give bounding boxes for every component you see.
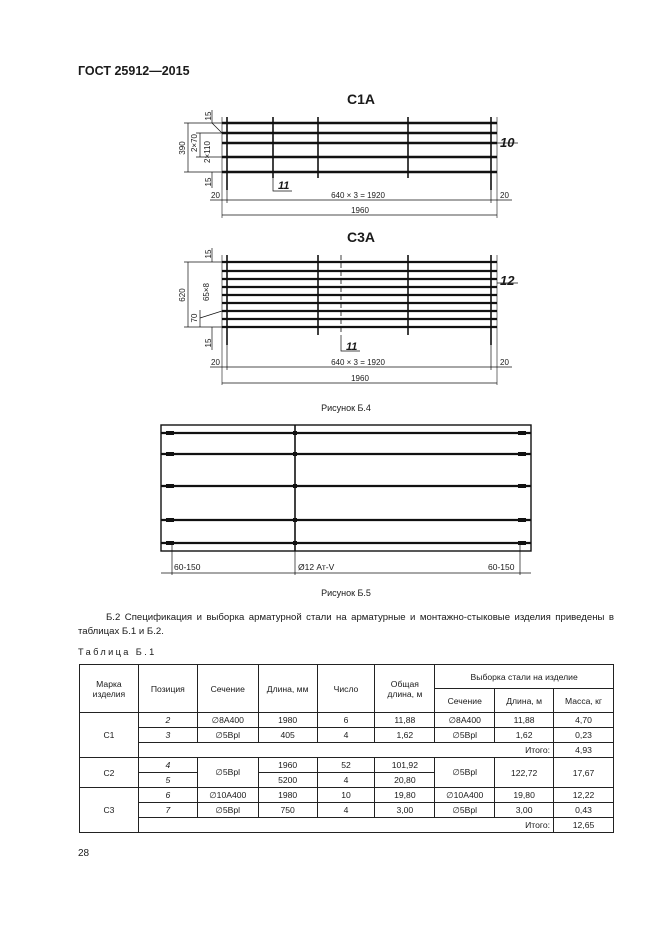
svg-text:20: 20 [500, 191, 509, 200]
mark-c3a: С3А [346, 229, 376, 245]
table-row: 3 ∅5Bpl 405 4 1,62 ∅5Bpl 1,62 0,23 [80, 728, 614, 743]
svg-text:620: 620 [178, 288, 187, 302]
svg-text:Ø12 Ат-V: Ø12 Ат-V [298, 562, 335, 572]
table-b1: Марка изделия Позиция Сечение Длина, мм Число Общая длина, м Выборка стали на изделие Сечение Длина, м Масса, кг С1 2 ∅8А400 1980 6 11,88 ∅8А400 11,88 4,70 3 ∅5Bpl 405 4 1,62 ∅5Bpl 1,62 0,23 Итого: 4,93 С2 4 ∅5Bpl 1960 52 101,92 ∅5Bpl 122,72 17,67 5 5200 4 20,80 С3 6 ∅10А400 1980 10 19,80 ∅10А400 19,80 12,22 7 ∅5Bpl 750 4 3,00 ∅5Bpl 3,00 0,43 Итого: 12,65 [79, 664, 614, 833]
svg-text:15: 15 [204, 111, 213, 121]
svg-text:15: 15 [204, 177, 213, 187]
table-row: С1 2 ∅8А400 1980 6 11,88 ∅8А400 11,88 4,70 [80, 713, 614, 728]
svg-text:640 × 3 = 1920: 640 × 3 = 1920 [331, 358, 385, 367]
svg-text:1960: 1960 [351, 374, 369, 383]
svg-text:60-150: 60-150 [488, 562, 515, 572]
svg-text:390: 390 [178, 141, 187, 155]
figure-b4 [0, 0, 661, 420]
svg-text:10: 10 [500, 135, 515, 150]
svg-text:20: 20 [500, 358, 509, 367]
svg-text:2×110: 2×110 [203, 141, 212, 163]
mark-c1a: С1А [346, 91, 376, 107]
caption-b4: Рисунок Б.4 [321, 403, 371, 413]
table-row: Итого: 4,93 [80, 743, 614, 758]
svg-text:15: 15 [204, 338, 213, 348]
svg-text:640 × 3 = 1920: 640 × 3 = 1920 [331, 191, 385, 200]
svg-text:65×8: 65×8 [202, 282, 211, 302]
mesh-c1a [222, 117, 497, 218]
table-row: 7 ∅5Bpl 750 4 3,00 ∅5Bpl 3,00 0,43 [80, 803, 614, 818]
table-row: С3 6 ∅10А400 1980 10 19,80 ∅10А400 19,80 12,22 [80, 788, 614, 803]
svg-text:11: 11 [346, 341, 358, 353]
table-row: Итого: 12,65 [80, 818, 614, 833]
svg-text:70: 70 [190, 313, 199, 323]
table-row: 5 5200 4 20,80 [80, 773, 614, 788]
svg-text:11: 11 [278, 180, 290, 192]
svg-text:20: 20 [211, 358, 220, 367]
paragraph-b2: Б.2 Спецификация и выборка арматурной стали на арматурные и монтажно-стыковые изделия приведены в таблицах Б.1 и Б.2. [78, 612, 614, 637]
svg-text:60-150: 60-150 [174, 562, 201, 572]
page-number: 28 [78, 848, 90, 859]
caption-b5: Рисунок Б.5 [321, 588, 371, 598]
svg-text:20: 20 [211, 191, 220, 200]
svg-text:15: 15 [204, 249, 213, 259]
svg-text:1960: 1960 [351, 206, 369, 215]
figure-b5 [0, 420, 661, 600]
page-header: ГОСТ 25912—2015 [78, 64, 190, 78]
svg-text:2×70: 2×70 [190, 133, 199, 153]
svg-text:12: 12 [500, 273, 515, 288]
table-row: С2 4 ∅5Bpl 1960 52 101,92 ∅5Bpl 122,72 17,67 [80, 758, 614, 773]
table-caption: Таблица Б.1 [78, 647, 157, 657]
